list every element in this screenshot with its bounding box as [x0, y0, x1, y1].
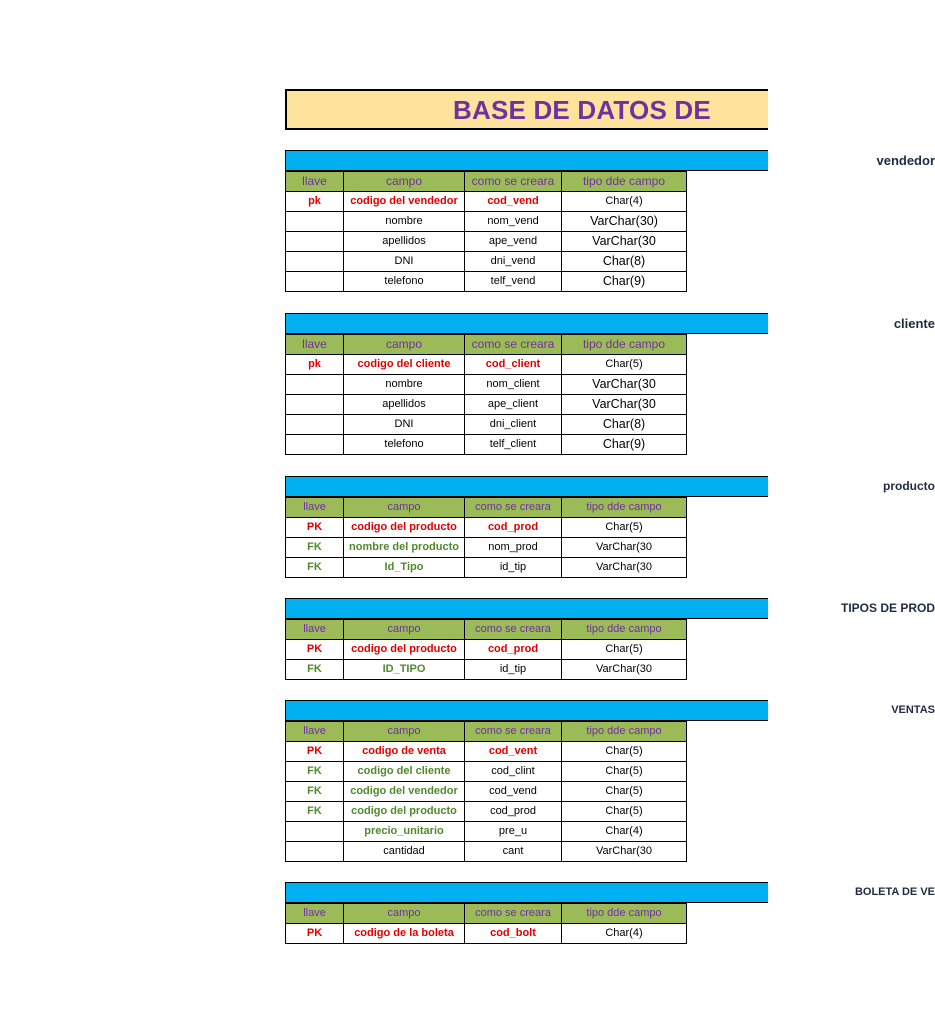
header-campo: campo	[344, 722, 465, 742]
cell-tipo: Char(9)	[562, 435, 687, 455]
header-tipo: tipo dde campo	[562, 722, 687, 742]
cell-llave: pk	[286, 355, 344, 375]
header-como: como se creara	[465, 722, 562, 742]
cell-tipo: VarChar(30	[562, 538, 687, 558]
cell-tipo: VarChar(30	[562, 660, 687, 680]
table-row	[286, 212, 687, 232]
cell-tipo: Char(4)	[562, 924, 687, 944]
cell-llave	[286, 252, 344, 272]
header-campo: campo	[344, 172, 465, 192]
header-tipo: tipo dde campo	[562, 904, 687, 924]
cell-tipo: Char(9)	[562, 272, 687, 292]
header-como: como se creara	[465, 498, 562, 518]
header-llave: llave	[286, 904, 344, 924]
cell-tipo: VarChar(30)	[562, 212, 687, 232]
header-como: como se creara	[465, 904, 562, 924]
cell-como: cod_clint	[465, 762, 562, 782]
cell-tipo: Char(4)	[562, 822, 687, 842]
cell-campo: codigo del vendedor	[344, 192, 465, 212]
header-llave: llave	[286, 722, 344, 742]
section-header	[285, 313, 935, 334]
section-title: TIPOS DE PROD	[840, 601, 935, 615]
header-campo: campo	[344, 335, 465, 355]
schema-table	[285, 171, 687, 292]
table-row	[286, 518, 687, 538]
table-row	[286, 640, 687, 660]
cell-tipo: VarChar(30	[562, 375, 687, 395]
cell-tipo: Char(8)	[562, 415, 687, 435]
header-llave: llave	[286, 335, 344, 355]
cell-como: cod_vent	[465, 742, 562, 762]
cell-campo: codigo del cliente	[344, 355, 465, 375]
table-row	[286, 802, 687, 822]
table-row	[286, 232, 687, 252]
header-campo: campo	[344, 620, 465, 640]
cell-llave	[286, 842, 344, 862]
table-ventas	[285, 700, 935, 862]
cell-campo: apellidos	[344, 395, 465, 415]
cell-campo: cantidad	[344, 842, 465, 862]
section-header	[285, 598, 935, 619]
schema-table	[285, 903, 687, 944]
section-title: producto	[883, 479, 935, 493]
cell-campo: codigo de la boleta	[344, 924, 465, 944]
cell-campo: DNI	[344, 415, 465, 435]
table-row	[286, 842, 687, 862]
table-row	[286, 355, 687, 375]
table-row	[286, 375, 687, 395]
header-llave: llave	[286, 498, 344, 518]
cell-como: ape_vend	[465, 232, 562, 252]
cell-como: nom_vend	[465, 212, 562, 232]
cell-tipo: Char(5)	[562, 742, 687, 762]
section-header	[285, 476, 935, 497]
cell-tipo: VarChar(30	[562, 558, 687, 578]
section-header	[285, 882, 935, 903]
table-vendedor	[285, 150, 935, 292]
cell-como: cod_bolt	[465, 924, 562, 944]
table-cliente	[285, 313, 935, 455]
cell-como: id_tip	[465, 558, 562, 578]
cell-como: cod_prod	[465, 640, 562, 660]
cell-como: cod_vend	[465, 192, 562, 212]
cell-llave: pk	[286, 192, 344, 212]
cell-campo: nombre	[344, 212, 465, 232]
cell-campo: codigo del producto	[344, 640, 465, 660]
table-row	[286, 192, 687, 212]
cell-llave: PK	[286, 518, 344, 538]
document-title: BASE DE DATOS DE	[453, 95, 711, 125]
section-header	[285, 700, 935, 721]
cell-campo: codigo del cliente	[344, 762, 465, 782]
cell-como: pre_u	[465, 822, 562, 842]
cell-llave: FK	[286, 538, 344, 558]
cell-campo: codigo de venta	[344, 742, 465, 762]
cell-tipo: Char(8)	[562, 252, 687, 272]
table-row	[286, 558, 687, 578]
cell-como: ape_client	[465, 395, 562, 415]
table-row	[286, 415, 687, 435]
table-row	[286, 742, 687, 762]
cell-tipo: Char(5)	[562, 518, 687, 538]
header-llave: llave	[286, 620, 344, 640]
cell-campo: codigo del producto	[344, 802, 465, 822]
table-producto	[285, 476, 935, 578]
cell-llave	[286, 822, 344, 842]
column-header-row	[286, 335, 687, 355]
cell-como: nom_client	[465, 375, 562, 395]
cell-llave: PK	[286, 640, 344, 660]
header-como: como se creara	[465, 172, 562, 192]
header-tipo: tipo dde campo	[562, 498, 687, 518]
cell-llave	[286, 435, 344, 455]
section-title: vendedor	[876, 153, 935, 168]
header-tipo: tipo dde campo	[562, 172, 687, 192]
section-title: cliente	[893, 316, 935, 331]
schema-table	[285, 334, 687, 455]
cell-como: telf_vend	[465, 272, 562, 292]
cell-campo: apellidos	[344, 232, 465, 252]
cell-campo: ID_TIPO	[344, 660, 465, 680]
cell-como: nom_prod	[465, 538, 562, 558]
table-row	[286, 395, 687, 415]
cell-llave: FK	[286, 762, 344, 782]
cell-llave: FK	[286, 782, 344, 802]
header-como: como se creara	[465, 620, 562, 640]
title-banner	[285, 89, 768, 130]
cell-llave	[286, 232, 344, 252]
cell-tipo: VarChar(30	[562, 842, 687, 862]
header-tipo: tipo dde campo	[562, 335, 687, 355]
table-row	[286, 272, 687, 292]
cell-campo: telefono	[344, 435, 465, 455]
cell-tipo: Char(5)	[562, 782, 687, 802]
cell-llave	[286, 395, 344, 415]
cell-como: cod_prod	[465, 802, 562, 822]
cell-como: cod_prod	[465, 518, 562, 538]
header-como: como se creara	[465, 335, 562, 355]
header-campo: campo	[344, 498, 465, 518]
table-row	[286, 782, 687, 802]
table-row	[286, 660, 687, 680]
cell-llave	[286, 415, 344, 435]
section-title: VENTAS	[891, 704, 935, 716]
cell-llave	[286, 375, 344, 395]
table-row	[286, 822, 687, 842]
cell-campo: precio_unitario	[344, 822, 465, 842]
cell-campo: codigo del producto	[344, 518, 465, 538]
column-header-row	[286, 498, 687, 518]
header-campo: campo	[344, 904, 465, 924]
table-row	[286, 924, 687, 944]
cell-llave: FK	[286, 660, 344, 680]
cell-llave: PK	[286, 924, 344, 944]
cell-campo: Id_Tipo	[344, 558, 465, 578]
cell-como: telf_client	[465, 435, 562, 455]
table-row	[286, 762, 687, 782]
cell-llave	[286, 212, 344, 232]
cell-como: cod_vend	[465, 782, 562, 802]
column-header-row	[286, 722, 687, 742]
schema-table	[285, 497, 687, 578]
table-row	[286, 538, 687, 558]
cell-como: id_tip	[465, 660, 562, 680]
cell-campo: telefono	[344, 272, 465, 292]
schema-table	[285, 619, 687, 680]
cell-llave: FK	[286, 558, 344, 578]
column-header-row	[286, 904, 687, 924]
table-row	[286, 435, 687, 455]
header-llave: llave	[286, 172, 344, 192]
cell-campo: nombre	[344, 375, 465, 395]
table-boleta	[285, 882, 935, 944]
header-tipo: tipo dde campo	[562, 620, 687, 640]
cell-tipo: VarChar(30	[562, 395, 687, 415]
cell-tipo: VarChar(30	[562, 232, 687, 252]
cell-como: dni_client	[465, 415, 562, 435]
cell-llave	[286, 272, 344, 292]
cell-tipo: Char(5)	[562, 640, 687, 660]
cell-campo: codigo del vendedor	[344, 782, 465, 802]
cell-tipo: Char(5)	[562, 762, 687, 782]
cell-como: dni_vend	[465, 252, 562, 272]
cell-campo: DNI	[344, 252, 465, 272]
cell-tipo: Char(5)	[562, 802, 687, 822]
cell-tipo: Char(4)	[562, 192, 687, 212]
section-title: BOLETA DE VE	[854, 886, 935, 898]
cell-como: cant	[465, 842, 562, 862]
column-header-row	[286, 172, 687, 192]
cell-como: cod_client	[465, 355, 562, 375]
schema-table	[285, 721, 687, 862]
table-row	[286, 252, 687, 272]
cell-tipo: Char(5)	[562, 355, 687, 375]
cell-campo: nombre del producto	[344, 538, 465, 558]
column-header-row	[286, 620, 687, 640]
cell-llave: PK	[286, 742, 344, 762]
section-header	[285, 150, 935, 171]
table-tipos-de-producto	[285, 598, 935, 680]
cell-llave: FK	[286, 802, 344, 822]
